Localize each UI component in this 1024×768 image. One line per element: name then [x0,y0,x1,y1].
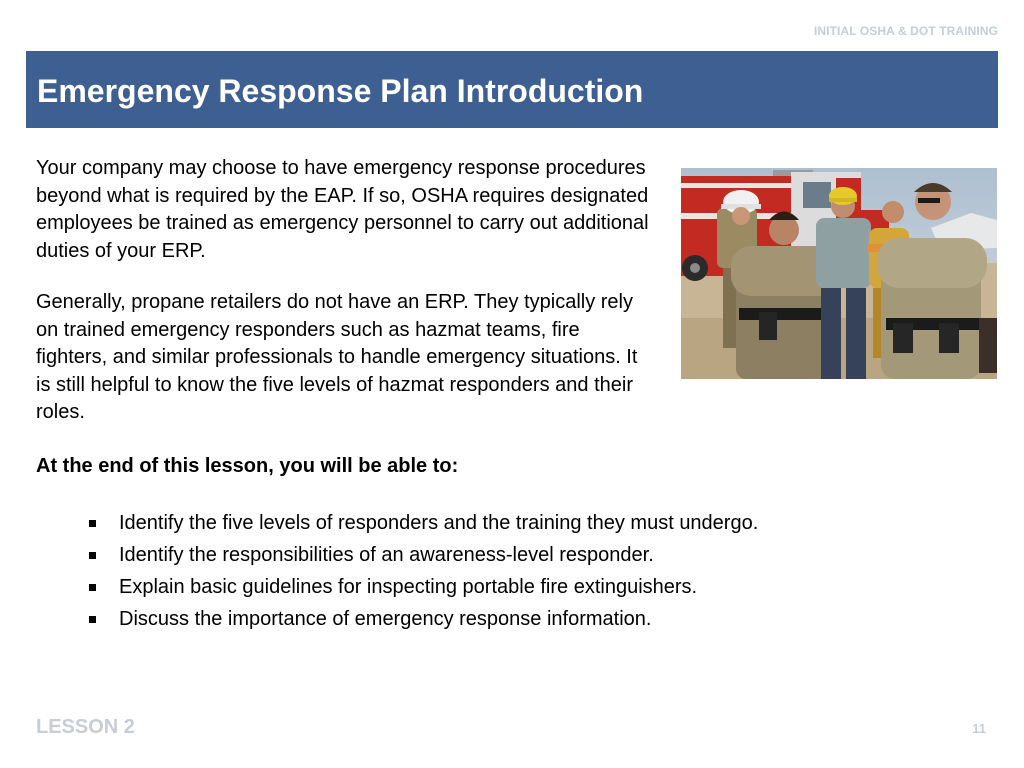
square-bullet-icon [89,520,96,527]
objective-item [86,542,786,569]
objective-item [86,510,786,537]
objective-item [86,606,786,633]
objectives-heading: At the end of this lesson, you will be able to: [36,455,459,477]
intro-paragraph: Your company may choose to have emergency response procedures beyond what is required by the EAP. If so, OSHA requires designated employees be trained as emergency personnel to carry out additional duties of your ERP. [36,157,649,262]
objective-item [86,574,786,601]
objective-text: Identify the responsibilities of an awareness-level responder. [119,544,654,566]
title-bar [26,51,998,128]
objective-text: Discuss the importance of emergency response information. [119,608,652,630]
lesson-label: LESSON 2 [36,716,135,738]
objective-text: Identify the five levels of responders and the training they must undergo. [119,512,759,534]
page-number: 11 [972,721,986,736]
slide-title: Emergency Response Plan Introduction [37,73,644,109]
square-bullet-icon [89,552,96,559]
propane-paragraph: Generally, propane retailers do not have an ERP. They typically rely on trained emergency responders such as hazmat teams, fire fighters, and similar professionals to handle emergency situations. It is still helpful to know the five levels of hazmat responders and their roles. [36,291,638,423]
course-label: INITIAL OSHA & DOT TRAINING [813,24,998,38]
square-bullet-icon [89,584,96,591]
objectives-list [86,510,786,638]
objective-text: Explain basic guidelines for inspecting portable fire extinguishers. [119,576,698,598]
emergency-responders-photo [681,168,997,379]
square-bullet-icon [89,616,96,623]
